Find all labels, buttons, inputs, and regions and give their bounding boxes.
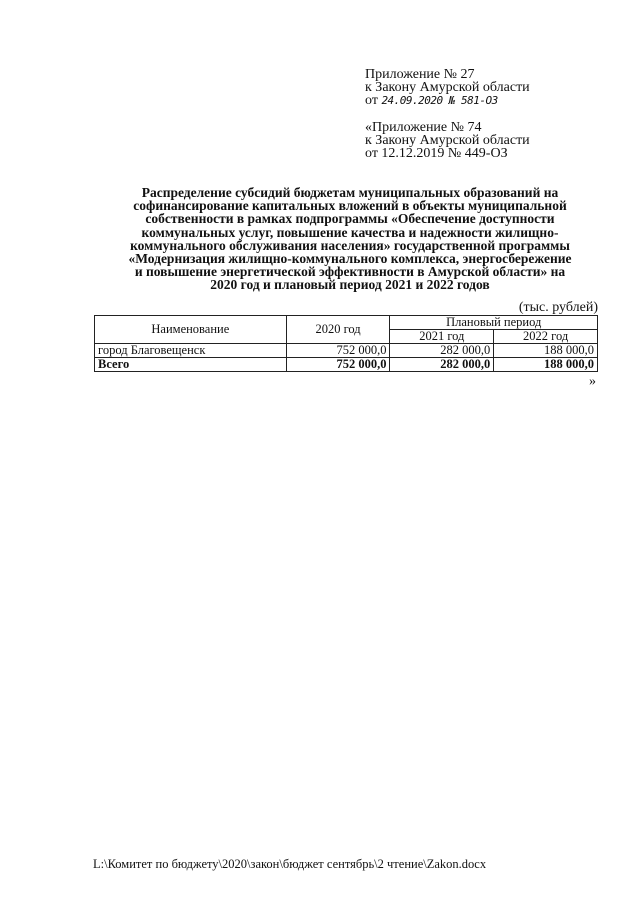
total-2021: 282 000,0 (390, 358, 494, 372)
table-total-row (95, 358, 598, 372)
title-line: софинансирование капитальных вложений в объекты муниципальной (133, 198, 567, 214)
appendix-number: Приложение № 27 (365, 67, 475, 82)
header-planned-period: Плановый период (390, 316, 598, 330)
appendix-header-new (365, 68, 530, 107)
header-name: Наименование (95, 316, 287, 344)
subsidy-table (94, 315, 598, 372)
title-line: и повышение энергетической эффективности в Амурской области» на (134, 264, 566, 280)
row-name: город Благовещенск (95, 344, 287, 358)
title-line: 2020 год и плановый период 2021 и 2022 годов (210, 277, 490, 293)
title-line: коммунального обслуживания населения» государственной программы (130, 237, 570, 253)
closing-quote: » (589, 374, 596, 389)
units-label: (тыс. рублей) (518, 300, 598, 315)
title-line: Распределение субсидий бюджетам муниципальных образований на (141, 185, 559, 200)
footer-file-path: L:\Комитет по бюджету\2020\закон\бюджет сентябрь\2 чтение\Zakon.docx (93, 857, 487, 871)
title-line: «Модернизация жилищно-коммунального комплекса, энергосбережение (128, 251, 572, 267)
total-name: Всего (95, 358, 287, 372)
table-row (95, 344, 598, 358)
appendix-header-old (365, 121, 530, 160)
row-2020: 752 000,0 (286, 344, 390, 358)
document-title (90, 186, 610, 292)
header-2022: 2022 год (494, 330, 598, 344)
row-2021: 282 000,0 (390, 344, 494, 358)
appendix-date-prefix: от (365, 93, 378, 108)
title-line: коммунальных услуг, повышение качества и надежности жилищно- (141, 224, 559, 240)
total-2020: 752 000,0 (286, 358, 390, 372)
header-2021: 2021 год (390, 330, 494, 344)
row-2022: 188 000,0 (494, 344, 598, 358)
title-line: собственности в рамках подпрограммы «Обеспечение доступности (145, 211, 555, 227)
old-appendix-number: «Приложение № 74 (365, 120, 482, 135)
handwritten-date-number: 24.09.2020 № 581-ОЗ (381, 94, 498, 107)
table-header-row (95, 316, 598, 330)
appendix-law-reference: к Закону Амурской области (365, 80, 530, 95)
header-2020: 2020 год (286, 316, 390, 344)
old-appendix-date: от 12.12.2019 № 449-ОЗ (365, 146, 508, 161)
appendix-date-line (365, 94, 530, 107)
old-appendix-law-reference: к Закону Амурской области (365, 133, 530, 148)
total-2022: 188 000,0 (494, 358, 598, 372)
